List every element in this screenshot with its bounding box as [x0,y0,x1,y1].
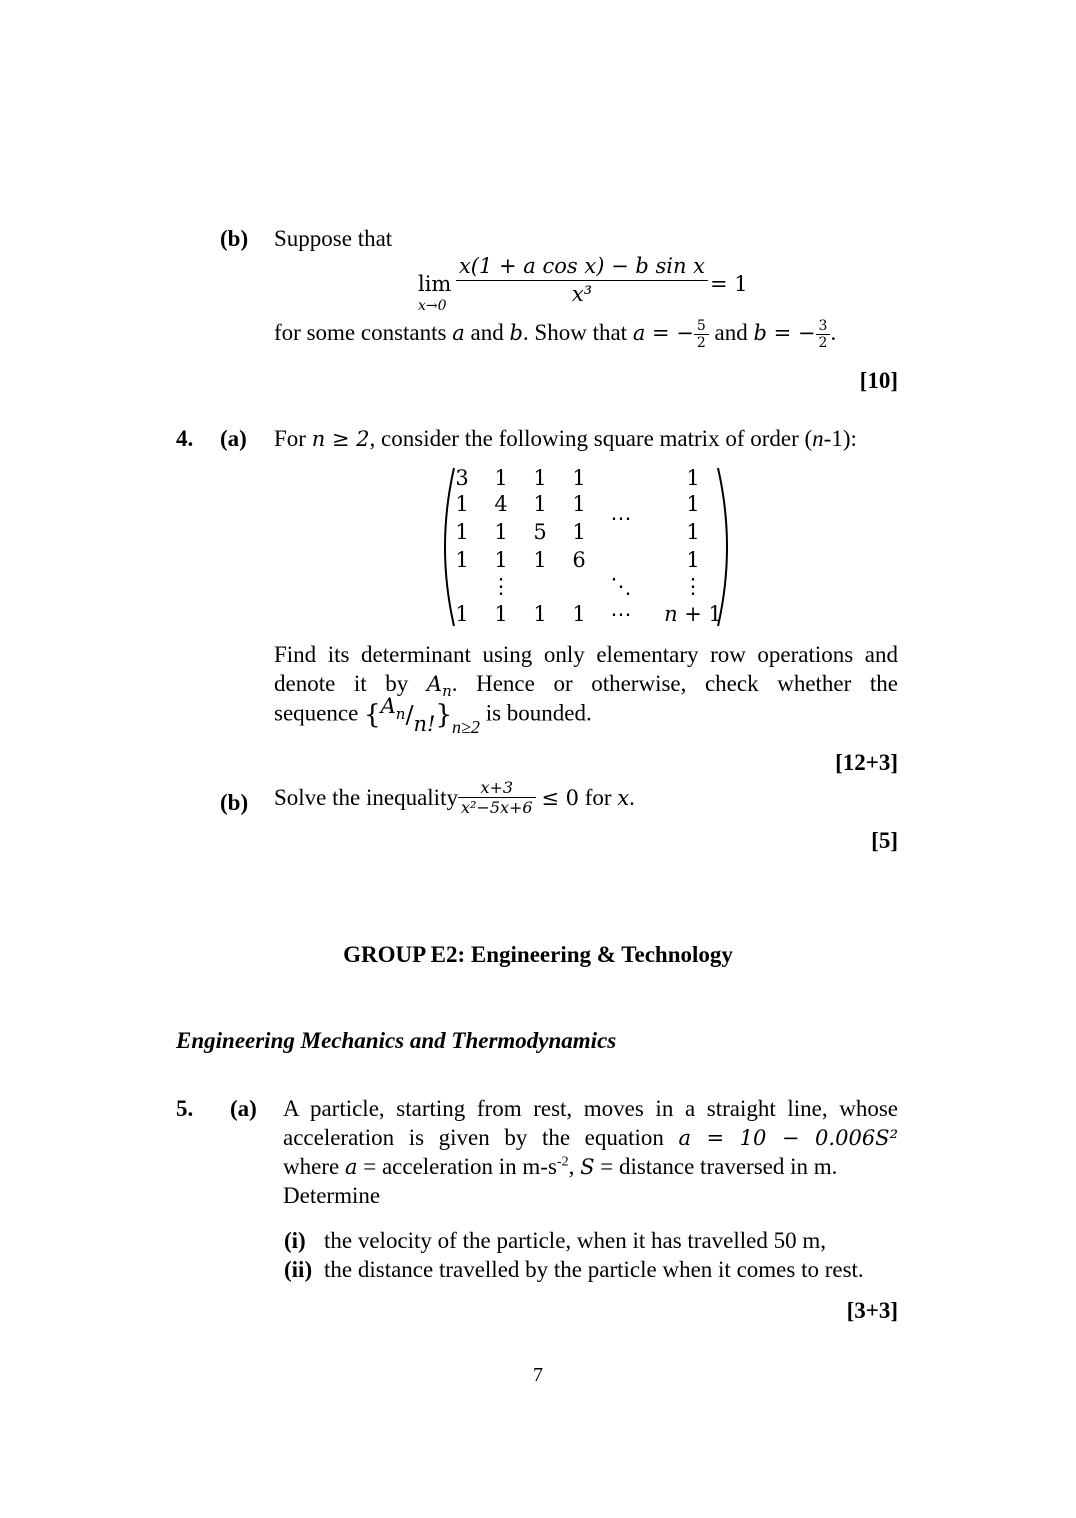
matrix-cell: 1 [572,466,586,490]
seq-close: } [435,700,453,730]
q5-var-S: S [580,1155,595,1179]
q4-para3-pre: sequence [274,700,365,726]
matrix [436,462,736,632]
a-equation: a = − [632,320,694,345]
q3b-and2: and [708,319,754,345]
q5-i-text: the velocity of the particle, when it has travelled 50 m, [324,1228,827,1253]
lim-subscript: x→0 [418,298,447,314]
q4a-condition: n ≥ 2 [311,427,370,451]
q4-n-sub: n [442,682,452,701]
matrix-cell: 1 [455,602,469,626]
matrix-cell: 6 [572,548,586,572]
b-equation: b = − [753,320,816,345]
matrix-cell: ⋯ [610,506,632,530]
q3b-line-pre: for some constants [274,319,453,345]
matrix-cell: 1 [572,492,586,516]
q4-An [426,672,452,701]
limit-fraction [456,254,708,306]
q4a-label: (a) [220,426,247,451]
limit-numerator: x(1 + a cos x) − b sin x [456,254,708,281]
q3b-end: . [830,319,837,345]
a-fraction-den: 2 [696,335,706,351]
seq-sub-text: n≥2 [452,717,480,737]
matrix-cell: ⋮ [682,574,704,598]
q4-A: A [426,672,443,696]
q5a-label: (a) [230,1096,257,1121]
group-title: GROUP E2: Engineering & Technology [343,942,733,967]
b-fraction-num: 3 [816,318,831,335]
matrix-cell: 1 [686,492,700,516]
q5-marks: [3+3] [846,1298,898,1323]
lim-text: lim [418,272,452,296]
q4a-statement [274,426,857,452]
matrix-cell: 1 [455,548,469,572]
q4b-pre: Solve the inequality [274,784,458,810]
q3b-label: (b) [220,226,249,251]
q4b-var: x [617,785,630,810]
var-b: b [509,320,523,345]
matrix-cell: 1 [533,548,547,572]
seq-n: n [395,705,406,723]
q3b-show: . Show that [522,319,633,345]
b-fraction-den: 2 [818,335,828,351]
q4-para3-post: is bounded. [479,700,592,726]
matrix-cell: 4 [494,492,508,516]
sequence-expression [364,694,480,737]
matrix-cell: n + 1 [664,602,722,626]
q5-i-label: (i) [284,1228,306,1253]
q5-line3-pre: where [283,1154,345,1179]
q5-unit-sup: -2 [556,1154,569,1170]
matrix-cell: ⋯ [610,602,632,626]
q4b-statement [274,778,635,817]
acceleration-equation: a = 10 − 0.006S² [678,1126,898,1150]
inequality-num: x+3 [458,778,536,798]
matrix-cell: 1 [455,492,469,516]
matrix-cell: 1 [572,602,586,626]
q5-ii-label: (ii) [284,1257,313,1282]
matrix-cell: 3 [455,466,469,490]
q4a-post: , consider the following square matrix of order ( [369,426,813,451]
q4a-end: -1): [823,426,857,451]
q4-number: 4. [176,426,194,451]
q5-line3 [283,1154,898,1180]
q4a-n: n [812,426,824,451]
matrix-cell: 1 [455,520,469,544]
var-a: a [452,320,465,345]
q5-line2 [283,1125,898,1151]
matrix-cell: 1 [533,466,547,490]
q5-number: 5. [176,1096,194,1121]
q4a-marks: [12+3] [835,750,898,775]
q3b-intro: Suppose that [274,226,393,251]
q4-para-line3 [274,694,592,737]
a-fraction [694,318,709,351]
matrix-cell: 1 [686,548,700,572]
q3b-and1: and [464,319,510,345]
q4a-pre: For [274,426,312,451]
inequality-relation: ≤ 0 [541,785,579,810]
a-fraction-num: 5 [694,318,709,335]
matrix-cell: 1 [572,520,586,544]
matrix-cell: ⋮ [490,574,512,598]
seq-open: { [364,700,381,730]
q5-line1: A particle, starting from rest, moves in a straight line, whose [283,1096,898,1121]
q5-line3-mid: = acceleration in m-s [357,1154,557,1179]
matrix-cell: 1 [686,466,700,490]
inequality-den: x²−5x+6 [460,798,533,817]
page-number: 7 [533,1364,543,1386]
q4-para2-post: . Hence or otherwise, check whether the [451,671,898,696]
q4b-marks: [5] [871,828,898,853]
seq-factorial: n! [413,712,436,736]
q5-ii-text: the distance travelled by the particle when it comes to rest. [324,1257,864,1282]
q5-line4: Determine [283,1183,381,1208]
matrix-cell: 1 [686,520,700,544]
q4b-for: for [579,784,618,810]
matrix-cell: 1 [494,466,508,490]
seq-subscript [452,717,480,737]
seq-slash: / [405,701,414,729]
inequality-fraction [458,778,536,817]
q4-para2-pre: denote it by [274,671,427,696]
matrix-cell: 1 [533,492,547,516]
q3b-statement [274,318,836,351]
q3b-marks: [10] [859,368,898,393]
q4-para-line1: Find its determinant using only elementary row operations and [274,642,898,667]
limit-rhs: = 1 [710,272,748,296]
limit-denominator: x³ [571,282,593,306]
matrix-cell: 1 [494,602,508,626]
q5-var-a: a [344,1155,358,1179]
q4b-label: (b) [220,790,249,815]
q5-line3-comma: , [568,1154,581,1179]
b-fraction [816,318,831,351]
q5-line3-post: = distance traversed in m. [594,1154,838,1179]
matrix-cell: 1 [494,520,508,544]
matrix-cell: 5 [533,520,547,544]
q5-line2-pre: acceleration is given by the equation [283,1125,679,1150]
q4-para-line2 [274,671,898,700]
matrix-cell: 1 [494,548,508,572]
matrix-cell: ⋱ [610,574,632,598]
subject-title: Engineering Mechanics and Thermodynamics [176,1028,617,1053]
q4b-end: . [629,784,635,810]
matrix-cell: 1 [533,602,547,626]
seq-A: A [380,694,396,718]
